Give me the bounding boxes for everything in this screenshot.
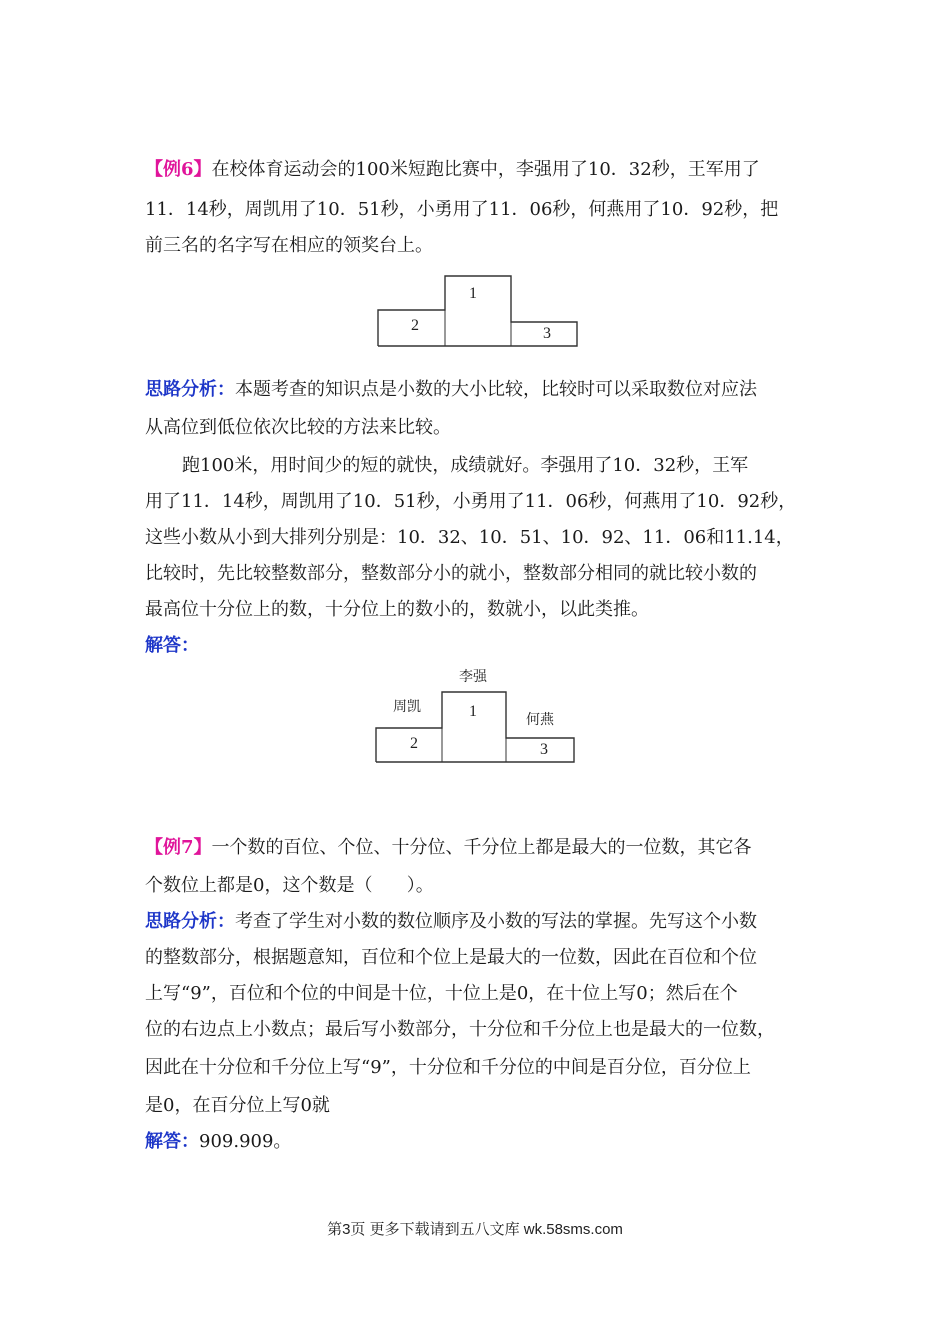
- podium-answer-second-number: 2: [410, 735, 418, 752]
- example7-text-1: 一个数的百位、个位、十分位、千分位上都是最大的一位数，其它各: [211, 837, 752, 858]
- example7-analysis-line-4: 位的右边点上小数点；最后写小数部分，十分位和千分位上也是最大的一位数，: [145, 1019, 775, 1040]
- example7-analysis-line-3: 上写“9”，百位和个位的中间是十位，十位上是0，在十位上写0；然后在个: [145, 983, 738, 1004]
- example7-analysis-text-1: 考查了学生对小数的数位顺序及小数的写法的掌握。先写这个小数: [235, 911, 757, 932]
- example7-answer: 909.909。: [199, 1131, 292, 1152]
- example7-analysis-line-6: 是0，在百分位上写0就: [145, 1095, 330, 1116]
- example7-tag: 【例7】: [145, 837, 212, 858]
- example7-analysis-line-1: [145, 910, 757, 934]
- podium-second-name: 周凯: [393, 698, 421, 714]
- example6-analysis-line-2: 从高位到低位依次比较的方法来比较。: [145, 417, 451, 438]
- podium-first-number: 1: [469, 285, 477, 302]
- page-footer: 第3页 更多下载请到五八文库 wk.58sms.com: [327, 1221, 623, 1238]
- podium-question-diagram: [375, 272, 581, 348]
- example7-analysis-line-2: 的整数部分，根据题意知，百位和个位上是最大的一位数，因此在百位和个位: [145, 947, 757, 968]
- podium-first-name: 李强: [459, 668, 487, 684]
- example6-analysis-line-1: [145, 378, 757, 402]
- podium-answer-diagram: [370, 664, 580, 766]
- example6-body-line-4: 比较时，先比较整数部分，整数部分小的就小，整数部分相同的就比较小数的: [145, 563, 757, 584]
- example6-body-line-5: 最高位十分位上的数，十分位上的数小的，数就小，以此类推。: [145, 599, 649, 620]
- podium-third-name: 何燕: [526, 711, 554, 727]
- podium-second-number: 2: [411, 317, 419, 334]
- example7-answer-line: [145, 1130, 291, 1154]
- example6-answer-label: 解答：: [145, 635, 199, 656]
- example7-answer-label: 解答：: [145, 1131, 199, 1152]
- podium-answer-first-number: 1: [469, 703, 477, 720]
- example7-line-2: 个数位上都是0，这个数是（ ）。: [145, 875, 434, 896]
- example6-body-line-2: 用了11．14秒，周凯用了10．51秒，小勇用了11．06秒，何燕用了10．92秒，: [145, 491, 797, 512]
- example6-body-line-1: 跑100米，用时间少的短的就快，成绩就好。李强用了10．32秒，王军: [182, 455, 749, 476]
- example6-tag: 【例6】: [145, 159, 212, 180]
- example6-line-2: 11．14秒，周凯用了10．51秒，小勇用了11．06秒，何燕用了10．92秒，把: [145, 199, 779, 220]
- example6-text-1: 在校体育运动会的100米短跑比赛中，李强用了10．32秒，王军用了: [211, 159, 760, 180]
- example6-analysis-label: 思路分析：: [145, 379, 235, 400]
- podium-answer-third-number: 3: [540, 741, 548, 758]
- podium-third-number: 3: [543, 325, 551, 342]
- example6-analysis-text-1: 本题考查的知识点是小数的大小比较，比较时可以采取数位对应法: [235, 379, 757, 400]
- example7-analysis-label: 思路分析：: [145, 911, 235, 932]
- example6-line-3: 前三名的名字写在相应的领奖台上。: [145, 235, 433, 256]
- example7-analysis-line-5: 因此在十分位和千分位上写“9”，十分位和千分位的中间是百分位，百分位上: [145, 1057, 751, 1078]
- example7-line-1: [145, 836, 752, 860]
- example6-line-1: [145, 158, 760, 182]
- example6-body-line-3: 这些小数从小到大排列分别是：10．32、10．51、10．92、11．06和11.14，: [145, 527, 794, 548]
